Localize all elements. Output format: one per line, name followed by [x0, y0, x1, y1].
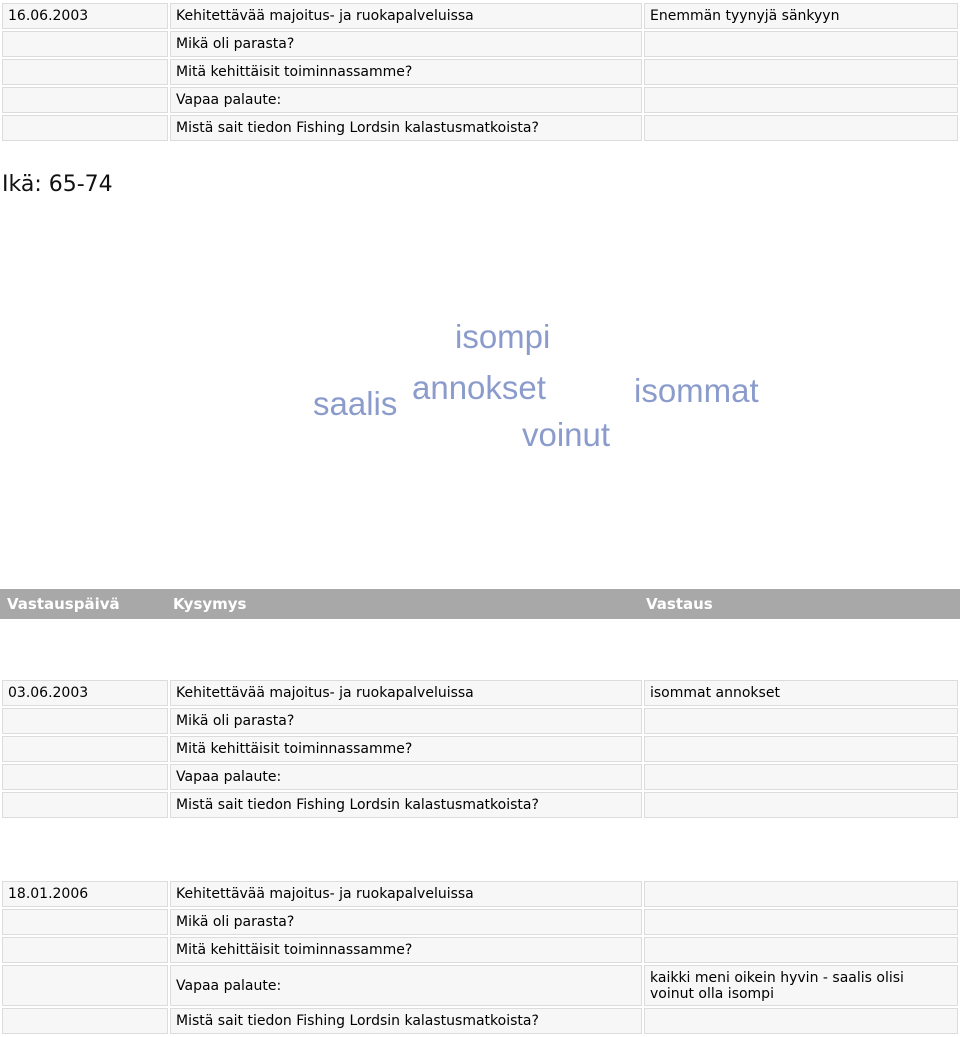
- question-cell: Kehitettävää majoitus- ja ruokapalveluissa: [170, 881, 642, 907]
- word-cloud-term: isompi: [455, 318, 551, 355]
- answer-cell: [644, 736, 958, 762]
- empty-date-cell: [2, 59, 168, 85]
- empty-date-cell: [2, 115, 168, 141]
- word-cloud: [0, 300, 960, 480]
- question-cell: Mitä kehittäisit toiminnassamme?: [170, 59, 642, 85]
- table-row: [2, 881, 958, 907]
- question-cell: Mitä kehittäisit toiminnassamme?: [170, 736, 642, 762]
- empty-date-cell: [2, 792, 168, 818]
- answer-cell: [644, 59, 958, 85]
- response-date: 16.06.2003: [2, 3, 168, 29]
- question-cell: Mitä kehittäisit toiminnassamme?: [170, 937, 642, 963]
- empty-date-cell: [2, 708, 168, 734]
- empty-date-cell: [2, 909, 168, 935]
- table-row: [2, 937, 958, 963]
- table-row: [2, 764, 958, 790]
- table-row: [2, 909, 958, 935]
- empty-date-cell: [2, 31, 168, 57]
- question-cell: Kehitettävää majoitus- ja ruokapalveluissa: [170, 680, 642, 706]
- word-cloud-term: voinut: [522, 416, 611, 453]
- word-cloud-term: isommat: [634, 372, 759, 409]
- empty-date-cell: [2, 965, 168, 1006]
- table-row: [2, 736, 958, 762]
- table-row: [2, 87, 958, 113]
- question-cell: Mistä sait tiedon Fishing Lordsin kalastusmatkoista?: [170, 115, 642, 141]
- table-row: [2, 792, 958, 818]
- answer-cell: [644, 31, 958, 57]
- column-header-question: Kysymys: [173, 595, 247, 613]
- answer-cell: [644, 881, 958, 907]
- column-header-answer: Vastaus: [646, 595, 713, 613]
- table-row: [2, 1008, 958, 1034]
- question-cell: Mistä sait tiedon Fishing Lordsin kalastusmatkoista?: [170, 1008, 642, 1034]
- word-cloud-term: annokset: [412, 369, 546, 406]
- table-row: [2, 59, 958, 85]
- question-cell: Mikä oli parasta?: [170, 909, 642, 935]
- empty-date-cell: [2, 736, 168, 762]
- word-cloud-term: saalis: [313, 385, 398, 422]
- table-row: [2, 965, 958, 1006]
- question-cell: Kehitettävää majoitus- ja ruokapalveluissa: [170, 3, 642, 29]
- table-row: [2, 708, 958, 734]
- table-row: [2, 3, 958, 29]
- answer-cell: [644, 87, 958, 113]
- question-cell: Vapaa palaute:: [170, 764, 642, 790]
- empty-date-cell: [2, 937, 168, 963]
- empty-date-cell: [2, 764, 168, 790]
- response-table: [0, 1, 960, 143]
- question-cell: Mikä oli parasta?: [170, 708, 642, 734]
- answer-cell: [644, 937, 958, 963]
- column-header-date: Vastauspäivä: [7, 595, 120, 613]
- answer-cell: [644, 909, 958, 935]
- empty-date-cell: [2, 1008, 168, 1034]
- response-date: 18.01.2006: [2, 881, 168, 907]
- answer-cell: [644, 792, 958, 818]
- question-cell: Mikä oli parasta?: [170, 31, 642, 57]
- empty-date-cell: [2, 87, 168, 113]
- response-table: [0, 678, 960, 820]
- answer-cell: isommat annokset: [644, 680, 958, 706]
- answer-cell: [644, 1008, 958, 1034]
- table-header: [0, 589, 960, 619]
- age-group-heading: Ikä: 65-74: [2, 172, 113, 197]
- answer-cell: [644, 708, 958, 734]
- response-date: 03.06.2003: [2, 680, 168, 706]
- response-table: [0, 879, 960, 1036]
- table-row: [2, 31, 958, 57]
- question-cell: Mistä sait tiedon Fishing Lordsin kalastusmatkoista?: [170, 792, 642, 818]
- question-cell: Vapaa palaute:: [170, 965, 642, 1006]
- question-cell: Vapaa palaute:: [170, 87, 642, 113]
- table-row: [2, 115, 958, 141]
- table-row: [2, 680, 958, 706]
- answer-cell: [644, 764, 958, 790]
- answer-cell: Enemmän tyynyjä sänkyyn: [644, 3, 958, 29]
- answer-cell: [644, 115, 958, 141]
- answer-cell: kaikki meni oikein hyvin - saalis olisi voinut olla isompi: [644, 965, 958, 1006]
